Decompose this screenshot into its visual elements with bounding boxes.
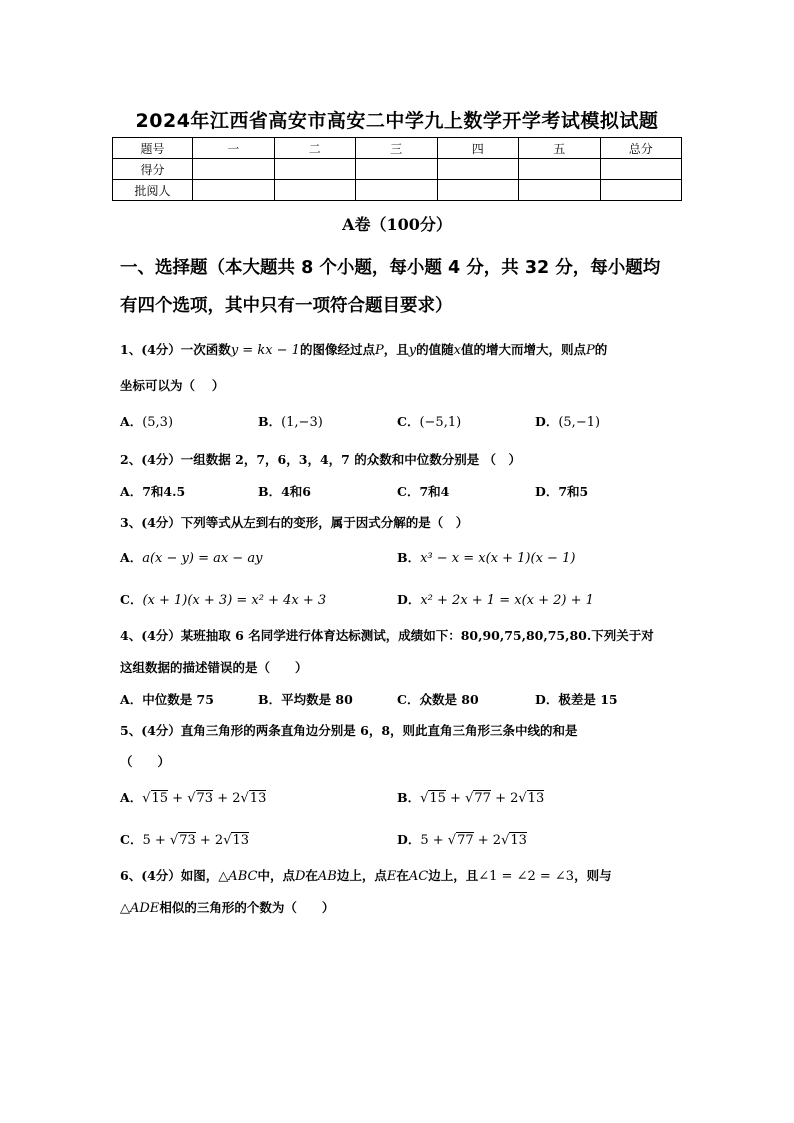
question-2-option-c[interactable]: [397, 482, 449, 500]
question-1-formula: y = kx − 1: [230, 343, 300, 358]
question-6-text: 中，点: [257, 868, 295, 883]
volume-heading: A卷（100分）: [342, 215, 452, 234]
option-text: (5,3): [142, 415, 174, 430]
radicand: 77: [474, 791, 491, 806]
question-5-option-a[interactable]: [120, 788, 266, 806]
option-text: a(x − y) = ax − ay: [142, 551, 263, 566]
option-text: x² + 2x + 1 = x(x + 2) + 1: [420, 593, 594, 608]
score-table-cell: [437, 159, 519, 180]
option-label: C．: [397, 414, 420, 429]
radical-sign-icon: √: [518, 791, 527, 806]
radical-sign-icon: √: [465, 791, 474, 806]
question-6-stem-line2: [120, 898, 680, 916]
question-6-text: 边上，且: [428, 868, 479, 883]
option-text: 7和4: [419, 484, 450, 499]
question-5-stem-line2: （ ）: [120, 754, 171, 769]
question-1-var: y: [408, 343, 417, 358]
radical-sign-icon: √: [447, 833, 457, 848]
question-3-option-a[interactable]: [120, 548, 262, 566]
option-label: A．: [120, 484, 143, 499]
plus-sign: +: [428, 833, 448, 848]
score-table-cell: [437, 180, 519, 201]
question-5-option-d[interactable]: [397, 830, 527, 848]
score-table: [112, 137, 682, 201]
question-1-text: ，且: [383, 342, 409, 357]
option-text: 7和5: [558, 484, 589, 499]
score-table-cell: [600, 180, 682, 201]
radical-sign-icon: √: [187, 791, 196, 806]
plus-sign: +: [168, 791, 188, 806]
question-1-text: 的图像经过点: [299, 342, 375, 357]
option-label: D．: [397, 832, 421, 847]
score-table-header-cell: 三: [356, 138, 438, 159]
question-4-stem: 4、(4分）某班抽取 6 名同学进行体育达标测试，成绩如下：80,90,75,80,75,80.下列关于对: [120, 628, 654, 643]
number: 5: [142, 833, 151, 848]
radicand: 15: [151, 791, 169, 806]
question-4-option-d[interactable]: [535, 690, 618, 708]
question-6-text: 相似的三角形的个数为（ ）: [159, 900, 335, 915]
score-table-cell: [274, 180, 356, 201]
score-table-cell: [193, 159, 275, 180]
option-label: B．: [258, 692, 282, 707]
question-6-text: 6、(4分）如图，: [120, 868, 219, 883]
radical-sign-icon: √: [240, 791, 249, 806]
question-6-var: D: [294, 869, 306, 884]
question-1-option-c[interactable]: [397, 412, 461, 430]
section-heading-line2: 有四个选项，其中只有一项符合题目要求）: [120, 296, 453, 316]
question-6-text: 边上，点: [336, 868, 387, 883]
score-table-header-cell: 四: [437, 138, 519, 159]
question-1-option-d[interactable]: [535, 412, 600, 430]
score-table-cell: [274, 159, 356, 180]
score-table-row-label: 得分: [113, 159, 193, 180]
question-1-var: P: [585, 343, 595, 358]
option-text: x³ − x = x(x + 1)(x − 1): [420, 551, 576, 566]
score-table-header-cell: 总分: [600, 138, 682, 159]
option-text: 中位数是 75: [142, 692, 214, 707]
score-table-row-label: 批阅人: [113, 180, 193, 201]
plus-sign: + 2: [490, 791, 519, 806]
score-table-header-cell: 一: [193, 138, 275, 159]
question-3-option-b[interactable]: [397, 548, 575, 566]
question-6-triangle: △ADE: [120, 901, 160, 916]
question-2-option-b[interactable]: [258, 482, 311, 500]
score-table-cell: [356, 159, 438, 180]
section-heading-line1: 一、选择题（本大题共 8 个小题，每小题 4 分，共 32 分，每小题均: [120, 258, 661, 278]
option-label: A．: [120, 414, 143, 429]
score-table-cell: [519, 180, 601, 201]
question-6-stem: [120, 866, 680, 884]
option-label: D．: [535, 414, 559, 429]
question-6-var: AC: [408, 869, 429, 884]
score-table-header-row: [113, 138, 682, 159]
number: 5: [420, 833, 429, 848]
question-6-angles: ∠1 = ∠2 = ∠3: [478, 869, 575, 884]
option-label: A．: [120, 790, 143, 805]
question-2-stem: 2、(4分）一组数据 2，7，6，3，4，7 的众数和中位数分别是 （ ）: [120, 452, 522, 467]
option-label: B．: [397, 790, 421, 805]
question-2-option-d[interactable]: [535, 482, 588, 500]
question-1-var: P: [374, 343, 384, 358]
radicand: 73: [179, 833, 196, 848]
radical-sign-icon: √: [420, 791, 429, 806]
question-3-stem: 3、(4分）下列等式从左到右的变形，属于因式分解的是（ ）: [120, 515, 469, 530]
score-table-header-cell: 五: [519, 138, 601, 159]
option-label: A．: [120, 692, 143, 707]
question-4-option-a[interactable]: [120, 690, 214, 708]
plus-sign: + 2: [473, 833, 502, 848]
option-label: A．: [120, 550, 143, 565]
radicand: 15: [429, 791, 446, 806]
option-label: D．: [397, 592, 421, 607]
option-text: (−5,1): [419, 415, 462, 430]
option-label: C．: [397, 692, 420, 707]
question-4-option-b[interactable]: [258, 690, 353, 708]
question-1-option-a[interactable]: [120, 412, 173, 430]
question-5-option-b[interactable]: [397, 788, 544, 806]
option-label: B．: [258, 484, 282, 499]
question-1-stem: [120, 340, 680, 358]
page-title: 2024年江西省高安市高安二中学九上数学开学考试模拟试题: [135, 110, 659, 132]
option-text: 极差是 15: [558, 692, 618, 707]
score-table-row: [113, 180, 682, 201]
radicand: 13: [527, 791, 545, 806]
question-5-option-c[interactable]: [120, 830, 249, 848]
score-table-row: [113, 159, 682, 180]
question-3-option-d[interactable]: [397, 590, 594, 608]
question-1-var: x: [453, 343, 461, 358]
question-6-text: ，则与: [574, 868, 612, 883]
question-4-stem-line2: 这组数据的描述错误的是（ ）: [120, 660, 308, 675]
question-5-stem: 5、(4分）直角三角形的两条直角边分别是 6，8，则此直角三角形三条中线的和是: [120, 723, 578, 738]
score-table-header-cell: 二: [274, 138, 356, 159]
question-1-text: 的: [594, 342, 608, 357]
option-label: B．: [258, 414, 282, 429]
question-4-option-c[interactable]: [397, 690, 479, 708]
question-3-option-c[interactable]: [120, 590, 326, 608]
option-label: C．: [397, 484, 420, 499]
radicand: 77: [457, 833, 474, 848]
score-table-cell: [600, 159, 682, 180]
score-table-cell: [356, 180, 438, 201]
option-label: D．: [535, 692, 559, 707]
radical-sign-icon: √: [501, 833, 510, 848]
radicand: 13: [249, 791, 267, 806]
score-table-cell: [519, 159, 601, 180]
score-table-cell: [193, 180, 275, 201]
question-6-var: AB: [317, 869, 337, 884]
score-table-header-cell: 题号: [113, 138, 193, 159]
option-label: D．: [535, 484, 559, 499]
option-text: (x + 1)(x + 3) = x² + 4x + 3: [142, 593, 327, 608]
question-1-text: 值的增大而增大，则点: [460, 342, 586, 357]
option-text: 7和4.5: [142, 484, 186, 499]
question-1-text: 1、(4分）一次函数: [120, 342, 231, 357]
plus-sign: +: [445, 791, 466, 806]
plus-sign: + 2: [213, 791, 241, 806]
question-6-text: 在: [396, 868, 409, 883]
option-text: 众数是 80: [419, 692, 479, 707]
plus-sign: +: [150, 833, 170, 848]
question-1-stem-line2: 坐标可以为（ ）: [120, 378, 225, 393]
radicand: 13: [510, 833, 527, 848]
radicand: 73: [196, 791, 214, 806]
question-1-option-b[interactable]: [258, 412, 323, 430]
question-6-text: 在: [305, 868, 318, 883]
option-label: C．: [120, 592, 143, 607]
option-label: C．: [120, 832, 143, 847]
radical-sign-icon: √: [142, 791, 151, 806]
option-text: (5,−1): [558, 415, 601, 430]
option-text: (1,−3): [281, 415, 323, 430]
option-text: 平均数是 80: [281, 692, 353, 707]
radical-sign-icon: √: [223, 833, 232, 848]
question-6-triangle: △ABC: [218, 869, 258, 884]
plus-sign: + 2: [195, 833, 224, 848]
option-label: B．: [397, 550, 421, 565]
radical-sign-icon: √: [169, 833, 179, 848]
radicand: 13: [232, 833, 250, 848]
question-2-option-a[interactable]: [120, 482, 185, 500]
question-6-var: E: [386, 869, 397, 884]
question-1-text: 的值随: [416, 342, 454, 357]
option-text: 4和6: [281, 484, 311, 499]
